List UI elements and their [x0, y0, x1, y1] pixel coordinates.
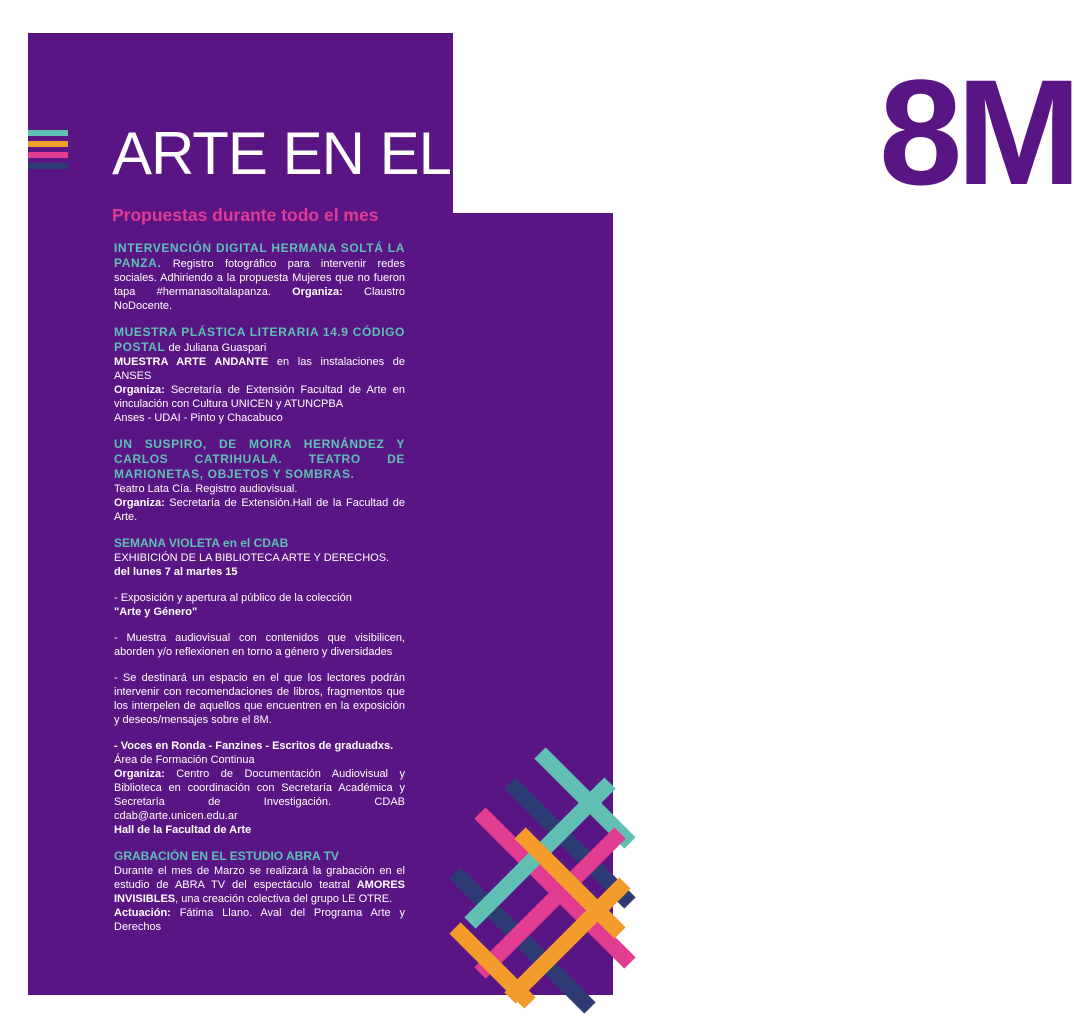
- page-title: ARTE EN EL: [112, 120, 452, 187]
- act-label: Actuación:: [114, 907, 171, 919]
- item-bold: "Arte y Género": [114, 606, 198, 618]
- event-dates: del lunes 7 al martes 15: [114, 566, 238, 578]
- event-intervencion-digital: [114, 241, 405, 313]
- woven-stripes-decoration-icon: [460, 763, 613, 995]
- event-line: EXHIBICIÓN DE LA BIBLIOTECA ARTE Y DERECHOS.: [114, 552, 390, 564]
- event-heading: SEMANA VIOLETA en el CDAB: [114, 536, 289, 550]
- org-label: Organiza:: [114, 497, 165, 509]
- org-text: Secretaría de Extensión Facultad de Arte en vinculación con Cultura UNICEN y ATUNCPBA: [114, 384, 405, 410]
- list-item: [114, 591, 405, 619]
- org-text: Claustro NoDocente.: [114, 286, 405, 312]
- big-8m-title: 8M: [879, 48, 1075, 216]
- event-text-2: , una creación colectiva del grupo LE OTRE.: [175, 893, 393, 905]
- list-item: [114, 739, 405, 837]
- event-heading: GRABACIÓN EN EL ESTUDIO ABRA TV: [114, 849, 339, 863]
- item-text: - Exposición y apertura al público de la colección: [114, 592, 352, 604]
- event-un-suspiro: [114, 437, 405, 524]
- event-muestra-plastica: [114, 325, 405, 425]
- show-title: AMORES INVISIBLES: [114, 879, 405, 905]
- event-author: de Juliana Guaspari: [165, 342, 267, 354]
- event-heading: UN SUSPIRO, DE MOIRA HERNÁNDEZ Y CARLOS CATRIHUALA. TEATRO DE MARIONETAS, OBJETOS Y SOMBRAS.: [114, 437, 405, 481]
- sub-title: MUESTRA ARTE ANDANTE: [114, 356, 269, 368]
- subtitle: Propuestas durante todo el mes: [112, 205, 379, 225]
- stripes-decoration-icon: [28, 130, 68, 174]
- org-label: Organiza:: [292, 286, 343, 298]
- list-item: - Se destinará un espacio en el que los lectores podrán intervenir con recomendaciones de libros, fragmentos que los interpelen de aquellos que encuentren en la exposición y deseos/mensajes sobre el 8M.: [114, 672, 405, 726]
- event-list: [114, 241, 405, 946]
- item-area: Área de Formación Continua: [114, 754, 255, 766]
- sub-text: en las instalaciones de ANSES: [114, 356, 405, 382]
- place-text: Hall de la Facultad de Arte: [114, 824, 252, 836]
- event-text: Teatro Lata Cía. Registro audiovisual.: [114, 483, 298, 495]
- event-grabacion-abra-tv: [114, 849, 405, 934]
- event-heading: INTERVENCIÓN DIGITAL HERMANA SOLTÁ LA PANZA.: [114, 241, 405, 270]
- event-semana-violeta: [114, 536, 405, 837]
- org-label: Organiza:: [114, 768, 165, 780]
- event-heading: MUESTRA PLÁSTICA LITERARIA 14.9 CÓDIGO POSTAL: [114, 325, 405, 354]
- list-item: - Muestra audiovisual con contenidos que visibilicen, aborden y/o reflexionen en torno a género y diversidades: [114, 632, 405, 658]
- poster-background: [28, 33, 1075, 995]
- title-number-block: [453, 33, 1075, 216]
- org-text: Secretaría de Extensión.Hall de la Facultad de Arte.: [114, 497, 405, 523]
- event-text: Registro fotográfico para intervenir redes sociales. Adhiriendo a la propuesta Mujeres que no fueron tapa #hermanasoltalapanza.: [114, 258, 405, 298]
- org-text: Centro de Documentación Audiovisual y Biblioteca en coordinación con Secretaría Académica y Secretaría de Investigación. CDAB cdab@arte.unicen.edu.ar: [114, 768, 405, 822]
- place-text: Anses - UDAI - Pinto y Chacabuco: [114, 412, 283, 424]
- act-text: Fátima Llano. Aval del Programa Arte y Derechos: [114, 907, 405, 933]
- event-text: Durante el mes de Marzo se realizará la grabación en el estudio de ABRA TV del espectáculo teatral: [114, 865, 405, 891]
- item-bold: - Voces en Ronda - Fanzines - Escritos de graduadxs.: [114, 740, 394, 752]
- org-label: Organiza:: [114, 384, 165, 396]
